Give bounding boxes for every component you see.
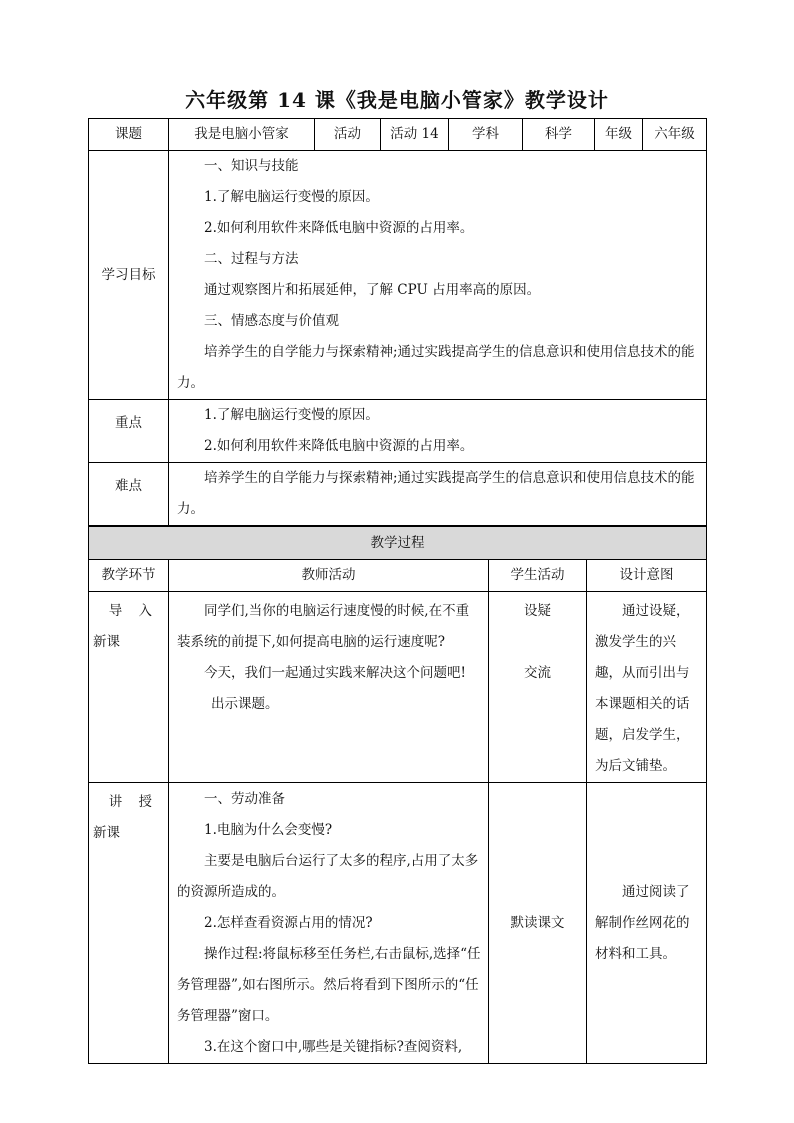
intro-student-2: 交流 <box>524 665 551 681</box>
process-band: 教学过程 <box>89 527 707 560</box>
key-point-line: 2.如何利用软件来降低电脑中资源的占用率。 <box>204 438 474 454</box>
intro-teacher-line: 出示课题。 <box>211 696 279 712</box>
lecture-stage-a: 讲 授 <box>108 794 158 810</box>
key-points-content <box>169 400 707 463</box>
difficulties-label: 难点 <box>89 463 169 526</box>
objectives-label: 学习目标 <box>89 151 169 400</box>
difficulties-content <box>169 463 707 526</box>
subject-value: 科学 <box>523 119 595 151</box>
objectives-content <box>169 151 707 400</box>
lecture-teacher-line: 3.在这个窗口中,哪些是关键指标?查阅资料, <box>204 1039 463 1055</box>
lecture-teacher-line: 一、劳动准备 <box>204 791 285 807</box>
intro-intent-text: 通过设疑，激发学生的兴趣，从而引出与本课题相关的话题，启发学生，为后文铺垫。 <box>595 603 690 774</box>
lecture-teacher-line: 1.电脑为什么会变慢? <box>204 822 333 838</box>
lecture-student: 默读课文 <box>489 783 587 1064</box>
intent-header: 设计意图 <box>587 560 707 592</box>
intro-student <box>489 592 587 783</box>
intro-teacher-line: 同学们,当你的电脑运行速度慢的时候,在不重装系统的前提下,如何提高电脑的运行速度呢? <box>177 603 470 650</box>
objective-line: 培养学生的自学能力与探索精神;通过实践提高学生的信息意识和使用信息技术的能力。 <box>177 344 695 391</box>
objective-line: 一、知识与技能 <box>204 158 299 174</box>
lecture-teacher-line: 操作过程:将鼠标移至任务栏,右击鼠标,选择“任务管理器”,如右图所示。然后将看到下图所示的“任务管理器”窗口。 <box>177 946 481 1024</box>
intro-teacher-line: 今天，我们一起通过实践来解决这个问题吧! <box>204 665 466 681</box>
objective-line: 通过观察图片和拓展延伸，了解 CPU 占用率高的原因。 <box>204 282 541 298</box>
page-title: 六年级第 14 课《我是电脑小管家》教学设计 <box>185 88 609 112</box>
lecture-teacher-line: 主要是电脑后台运行了太多的程序,占用了太多的资源所造成的。 <box>177 853 479 900</box>
grade-label: 年级 <box>595 119 643 151</box>
topic-value: 我是电脑小管家 <box>169 119 315 151</box>
lesson-info-table <box>88 118 707 526</box>
objective-line: 三、情感态度与价值观 <box>204 313 339 329</box>
intro-teacher <box>169 592 489 783</box>
teacher-header: 教师活动 <box>169 560 489 592</box>
lecture-intent <box>587 783 707 1064</box>
process-table <box>88 526 707 1064</box>
activity-value: 活动 14 <box>381 119 449 151</box>
lecture-teacher <box>169 783 489 1064</box>
intro-stage-a: 导 入 <box>108 603 158 619</box>
lecture-stage <box>89 783 169 1064</box>
objective-line: 2.如何利用软件来降低电脑中资源的占用率。 <box>204 220 474 236</box>
difficulties-text: 培养学生的自学能力与探索精神;通过实践提高学生的信息意识和使用信息技术的能力。 <box>177 470 695 517</box>
key-point-line: 1.了解电脑运行变慢的原因。 <box>204 407 379 423</box>
intro-stage <box>89 592 169 783</box>
topic-label: 课题 <box>89 119 169 151</box>
intro-intent <box>587 592 707 783</box>
grade-value: 六年级 <box>643 119 707 151</box>
objective-line: 1.了解电脑运行变慢的原因。 <box>204 189 379 205</box>
intro-student-1: 设疑 <box>524 603 551 619</box>
objective-line: 二、过程与方法 <box>204 251 299 267</box>
stage-header: 教学环节 <box>89 560 169 592</box>
activity-label: 活动 <box>315 119 381 151</box>
intro-stage-b: 新课 <box>93 634 120 650</box>
student-header: 学生活动 <box>489 560 587 592</box>
lecture-stage-b: 新课 <box>93 825 120 841</box>
key-points-label: 重点 <box>89 400 169 463</box>
subject-label: 学科 <box>449 119 523 151</box>
lecture-teacher-line: 2.怎样查看资源占用的情况? <box>204 915 373 931</box>
lecture-intent-text: 通过阅读了解制作丝网花的材料和工具。 <box>595 883 690 962</box>
